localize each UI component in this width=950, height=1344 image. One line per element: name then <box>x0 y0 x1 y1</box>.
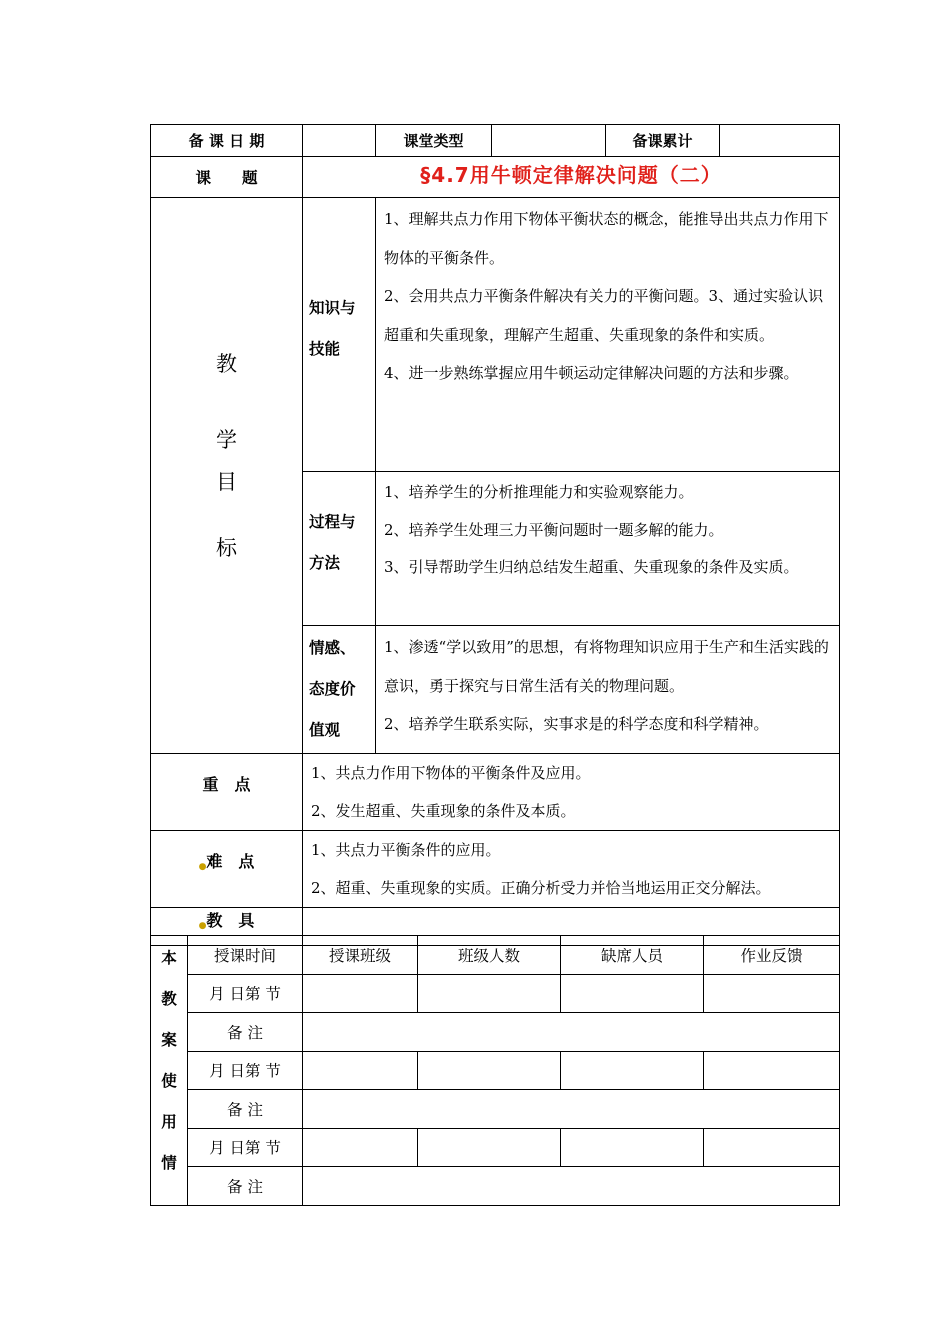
main-table <box>150 156 840 946</box>
usage-cell[interactable] <box>418 974 561 1013</box>
usage-cell[interactable] <box>561 974 704 1013</box>
usage-cell[interactable] <box>704 974 840 1013</box>
usage-note-label: 备 注 <box>188 1167 303 1206</box>
prep-date-label: 备 课 日 期 <box>151 125 303 157</box>
usage-note-label: 备 注 <box>188 1013 303 1052</box>
process-item-1: 1、培养学生的分析推理能力和实验观察能力。 <box>384 483 694 501</box>
col-header-count: 班级人数 <box>418 936 561 975</box>
process-label-line-2: 方法 <box>309 554 341 572</box>
col-header-absent: 缺席人员 <box>561 936 704 975</box>
process-content <box>376 472 840 626</box>
usage-cell[interactable] <box>704 1128 840 1167</box>
usage-cell[interactable] <box>303 1128 418 1167</box>
col-header-feedback: 作业反馈 <box>704 936 840 975</box>
usage-date-label: 月 日第 节 <box>188 974 303 1013</box>
emotion-label-line-1: 情感、 <box>309 639 356 657</box>
class-type-label: 课堂类型 <box>376 125 492 157</box>
objectives-char-3: 目 <box>216 470 237 494</box>
objectives-char-1: 教 <box>216 352 237 376</box>
knowledge-content <box>376 198 840 472</box>
usage-note-cell[interactable] <box>303 1167 840 1206</box>
col-header-class: 授课班级 <box>303 936 418 975</box>
usage-cell[interactable] <box>303 1051 418 1090</box>
tools-label-text: 教 具 <box>206 911 255 930</box>
col-header-time: 授课时间 <box>188 936 303 975</box>
difficulties-label <box>151 831 303 908</box>
emotion-label <box>303 626 376 754</box>
class-type-field[interactable] <box>492 125 606 157</box>
prep-date-field[interactable] <box>303 125 376 157</box>
knowledge-label <box>303 198 376 472</box>
knowledge-item-2: 2、会用共点力平衡条件解决有关力的平衡问题。3、通过实验认识超重和失重现象，理解产生超重、失重现象的条件和实质。 <box>384 287 824 344</box>
prep-count-field[interactable] <box>720 125 840 157</box>
usage-side-char-1: 本 <box>161 949 177 967</box>
emotion-label-line-2: 态度价 <box>309 680 356 698</box>
knowledge-label-line-1: 知识与 <box>309 299 356 317</box>
usage-cell[interactable] <box>303 974 418 1013</box>
key-points-label: 重 点 <box>151 754 303 831</box>
process-label-line-1: 过程与 <box>309 513 356 531</box>
usage-cell[interactable] <box>418 1128 561 1167</box>
emotion-item-1: 1、渗透“学以致用”的思想，有将物理知识应用于生产和生活实践的意识，勇于探究与日常生活有关的物理问题。 <box>384 638 829 695</box>
emotion-item-2: 2、培养学生联系实际，实事求是的科学态度和科学精神。 <box>384 715 769 733</box>
lesson-title: §4.7用牛顿定律解决问题（二） <box>303 157 840 198</box>
emotion-content <box>376 626 840 754</box>
key-point-2: 2、发生超重、失重现象的条件及本质。 <box>311 802 576 820</box>
knowledge-label-line-2: 技能 <box>309 340 341 358</box>
objectives-label <box>151 198 303 754</box>
usage-side-char-4: 使 <box>161 1072 177 1090</box>
difficulties-label-text: 难 点 <box>206 852 255 871</box>
difficulty-1: 1、共点力平衡条件的应用。 <box>311 841 501 859</box>
objectives-char-2: 学 <box>216 428 237 452</box>
usage-side-char-5: 用 <box>161 1113 177 1131</box>
difficulty-2: 2、超重、失重现象的实质。正确分析受力并恰当地运用正交分解法。 <box>311 879 771 897</box>
process-item-2: 2、培养学生处理三力平衡问题时一题多解的能力。 <box>384 520 724 539</box>
usage-cell[interactable] <box>561 1128 704 1167</box>
usage-cell[interactable] <box>561 1051 704 1090</box>
knowledge-item-1: 1、理解共点力作用下物体平衡状态的概念，能推导出共点力作用下物体的平衡条件。 <box>384 210 829 267</box>
usage-note-cell[interactable] <box>303 1013 840 1052</box>
difficulties-content <box>303 831 840 908</box>
knowledge-item-3: 4、进一步熟练掌握应用牛顿运动定律解决问题的方法和步骤。 <box>384 364 799 382</box>
process-item-3: 3、引导帮助学生归纳总结发生超重、失重现象的条件及实质。 <box>384 558 799 576</box>
usage-side-char-3: 案 <box>161 1031 177 1049</box>
topic-label: 课 题 <box>151 157 303 198</box>
usage-date-label: 月 日第 节 <box>188 1051 303 1090</box>
usage-side-char-6: 情 <box>161 1154 177 1172</box>
usage-note-cell[interactable] <box>303 1090 840 1129</box>
usage-cell[interactable] <box>418 1051 561 1090</box>
header-table <box>150 124 840 157</box>
usage-note-label: 备 注 <box>188 1090 303 1129</box>
objectives-char-4: 标 <box>216 536 237 560</box>
usage-side-char-2: 教 <box>161 990 177 1008</box>
prep-count-label: 备课累计 <box>606 125 720 157</box>
key-points-content <box>303 754 840 831</box>
marker-dot-icon: ● <box>198 862 207 872</box>
usage-date-label: 月 日第 节 <box>188 1128 303 1167</box>
key-point-1: 1、共点力作用下物体的平衡条件及应用。 <box>311 764 591 782</box>
usage-cell[interactable] <box>704 1051 840 1090</box>
usage-side-label <box>151 936 188 1206</box>
process-label <box>303 472 376 626</box>
marker-dot-icon: ● <box>198 921 207 931</box>
emotion-label-line-3: 值观 <box>309 721 341 739</box>
usage-table <box>150 935 840 1206</box>
